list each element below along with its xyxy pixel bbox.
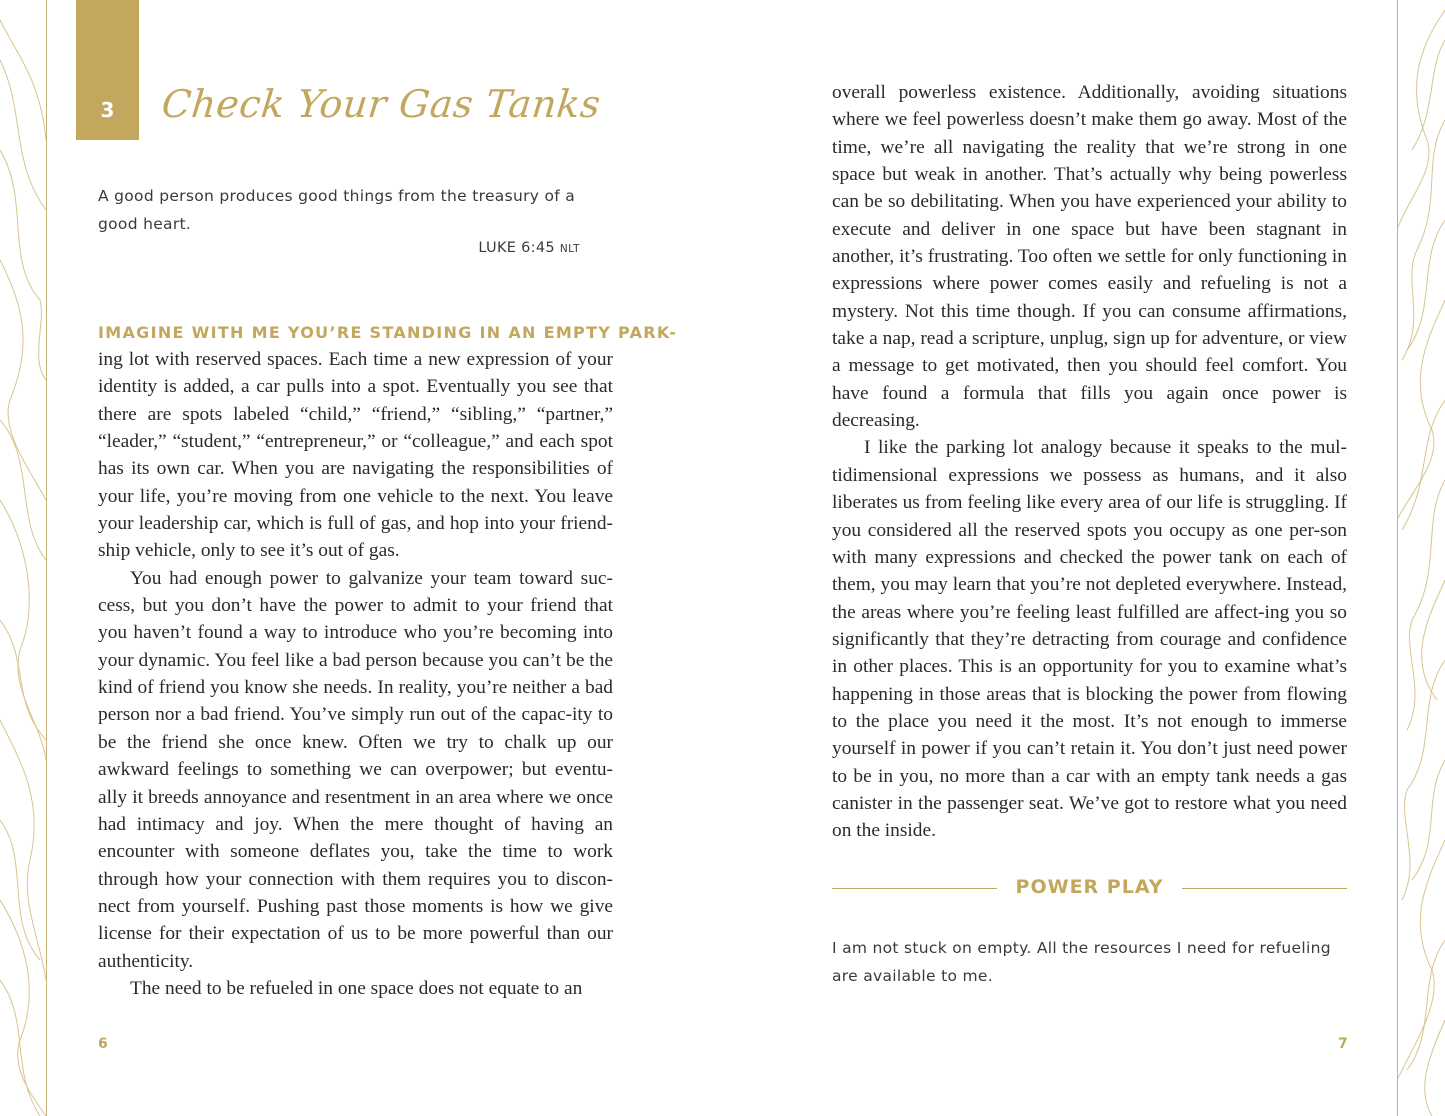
power-play-heading: POWER PLAY	[1015, 876, 1164, 898]
page-number-left: 6	[98, 1036, 108, 1052]
left-floral-border	[0, 0, 46, 1116]
epigraph-reference	[380, 240, 580, 256]
left-paragraph-2: You had enough power to galvanize your team toward suc-cess, but you don’t have the power to admit to your friend that you haven’t found a way to introduce who you’re becoming into your dynamic. You feel like a bad person because you can’t be the kind of friend you know she needs. In reality, you’re neither a bad person nor a bad friend. You’ve simply run out of the capac-ity to be the friend she once knew. Often we try to chalk up our awkward feelings to something we can overpower; but eventu-ally it breeds annoyance and resentment in an area where we once had intimacy and joy. When the mere thought of having an encounter with someone deflates you, take the time to work through how your connection with them requires you to discon-nect from yourself. Pushing past those moments is how we give license for their expectation of us to be more powerful than our authenticity.	[98, 567, 613, 972]
epigraph-citation: LUKE 6:45	[478, 240, 555, 256]
left-paragraph-3: The need to be refueled in one space does not equate to an	[130, 977, 583, 999]
right-paragraph-1: overall powerless existence. Additionally, avoiding situations where we feel powerless doesn’t make them go away. Most of the time, we’re all navigating the reality that we’re strong in one space but weak in another. That’s actually why being powerless can be so debilitating. When you have experienced your ability to execute and deliver in one space but have been stagnant in another, it’s frustrating. Too often we settle for only functioning in expressions where power comes easily and refueling is not a mystery. Not this time though. If you can consume affirmations, take a nap, read a scripture, unplug, sign up for adventure, or view a message to get motivated, then you should feel comfort. You have found a formula that fills you again once power is decreasing.	[832, 82, 1347, 432]
power-play-heading-block	[832, 874, 1347, 904]
right-floral-border	[1397, 0, 1445, 1116]
right-column	[832, 79, 1347, 845]
chapter-title: Check Your Gas Tanks	[159, 82, 603, 126]
epigraph-version: NLT	[559, 243, 580, 255]
right-paragraph-2: I like the parking lot analogy because it speaks to the mul-tidimensional expressions we possess as humans, and it also liberates us from feeling like every area of our life is struggling. If you considered all the reserved spots you occupy as one per-son with many expressions and checked the power tank on each of them, you may learn that you’re not depleted everywhere. Instead, the areas where you’re feeling least fulfilled are affect-ing you so significantly that they’re detracting from courage and confidence in other places. This is an opportunity for you to examine what’s happening in those areas that is blocking the power from flowing to the place you need it the most. It’s not enough to immerse yourself in power if you can’t retain it. You don’t just need power to be in you, no more than a car with an empty tank needs a gas canister in the passenger seat. We’ve got to restore what you need on the inside.	[832, 437, 1347, 842]
power-play-rule-right	[1182, 888, 1347, 889]
epigraph-text: A good person produces good things from the treasury of a good heart.	[98, 187, 576, 233]
page-number-right: 7	[1338, 1036, 1348, 1052]
left-border-rule	[46, 0, 47, 1116]
left-paragraph-1: ing lot with reserved spaces. Each time a new expression of your identity is added, a car pulls into a spot. Eventually you see that there are spots labeled “child,” “friend,” “sibling,” “partner,” “leader,” “student,” “entrepreneur,” or “colleague,” and each spot has its own car. When you are navigating the responsibilities of your life, you’re moving from one vehicle to the next. You leave your leadership car, which is full of gas, and hop into your friend-ship vehicle, only to see it’s out of gas.	[98, 349, 613, 562]
chapter-number: 3	[100, 98, 115, 122]
right-border-rule	[1397, 0, 1398, 1116]
power-play-text: I am not stuck on empty. All the resources I need for refueling are available to me.	[832, 939, 1331, 985]
lead-in-text: IMAGINE WITH ME YOU’RE STANDING IN AN EMPTY PARK-	[98, 323, 678, 342]
left-column	[98, 346, 613, 1002]
